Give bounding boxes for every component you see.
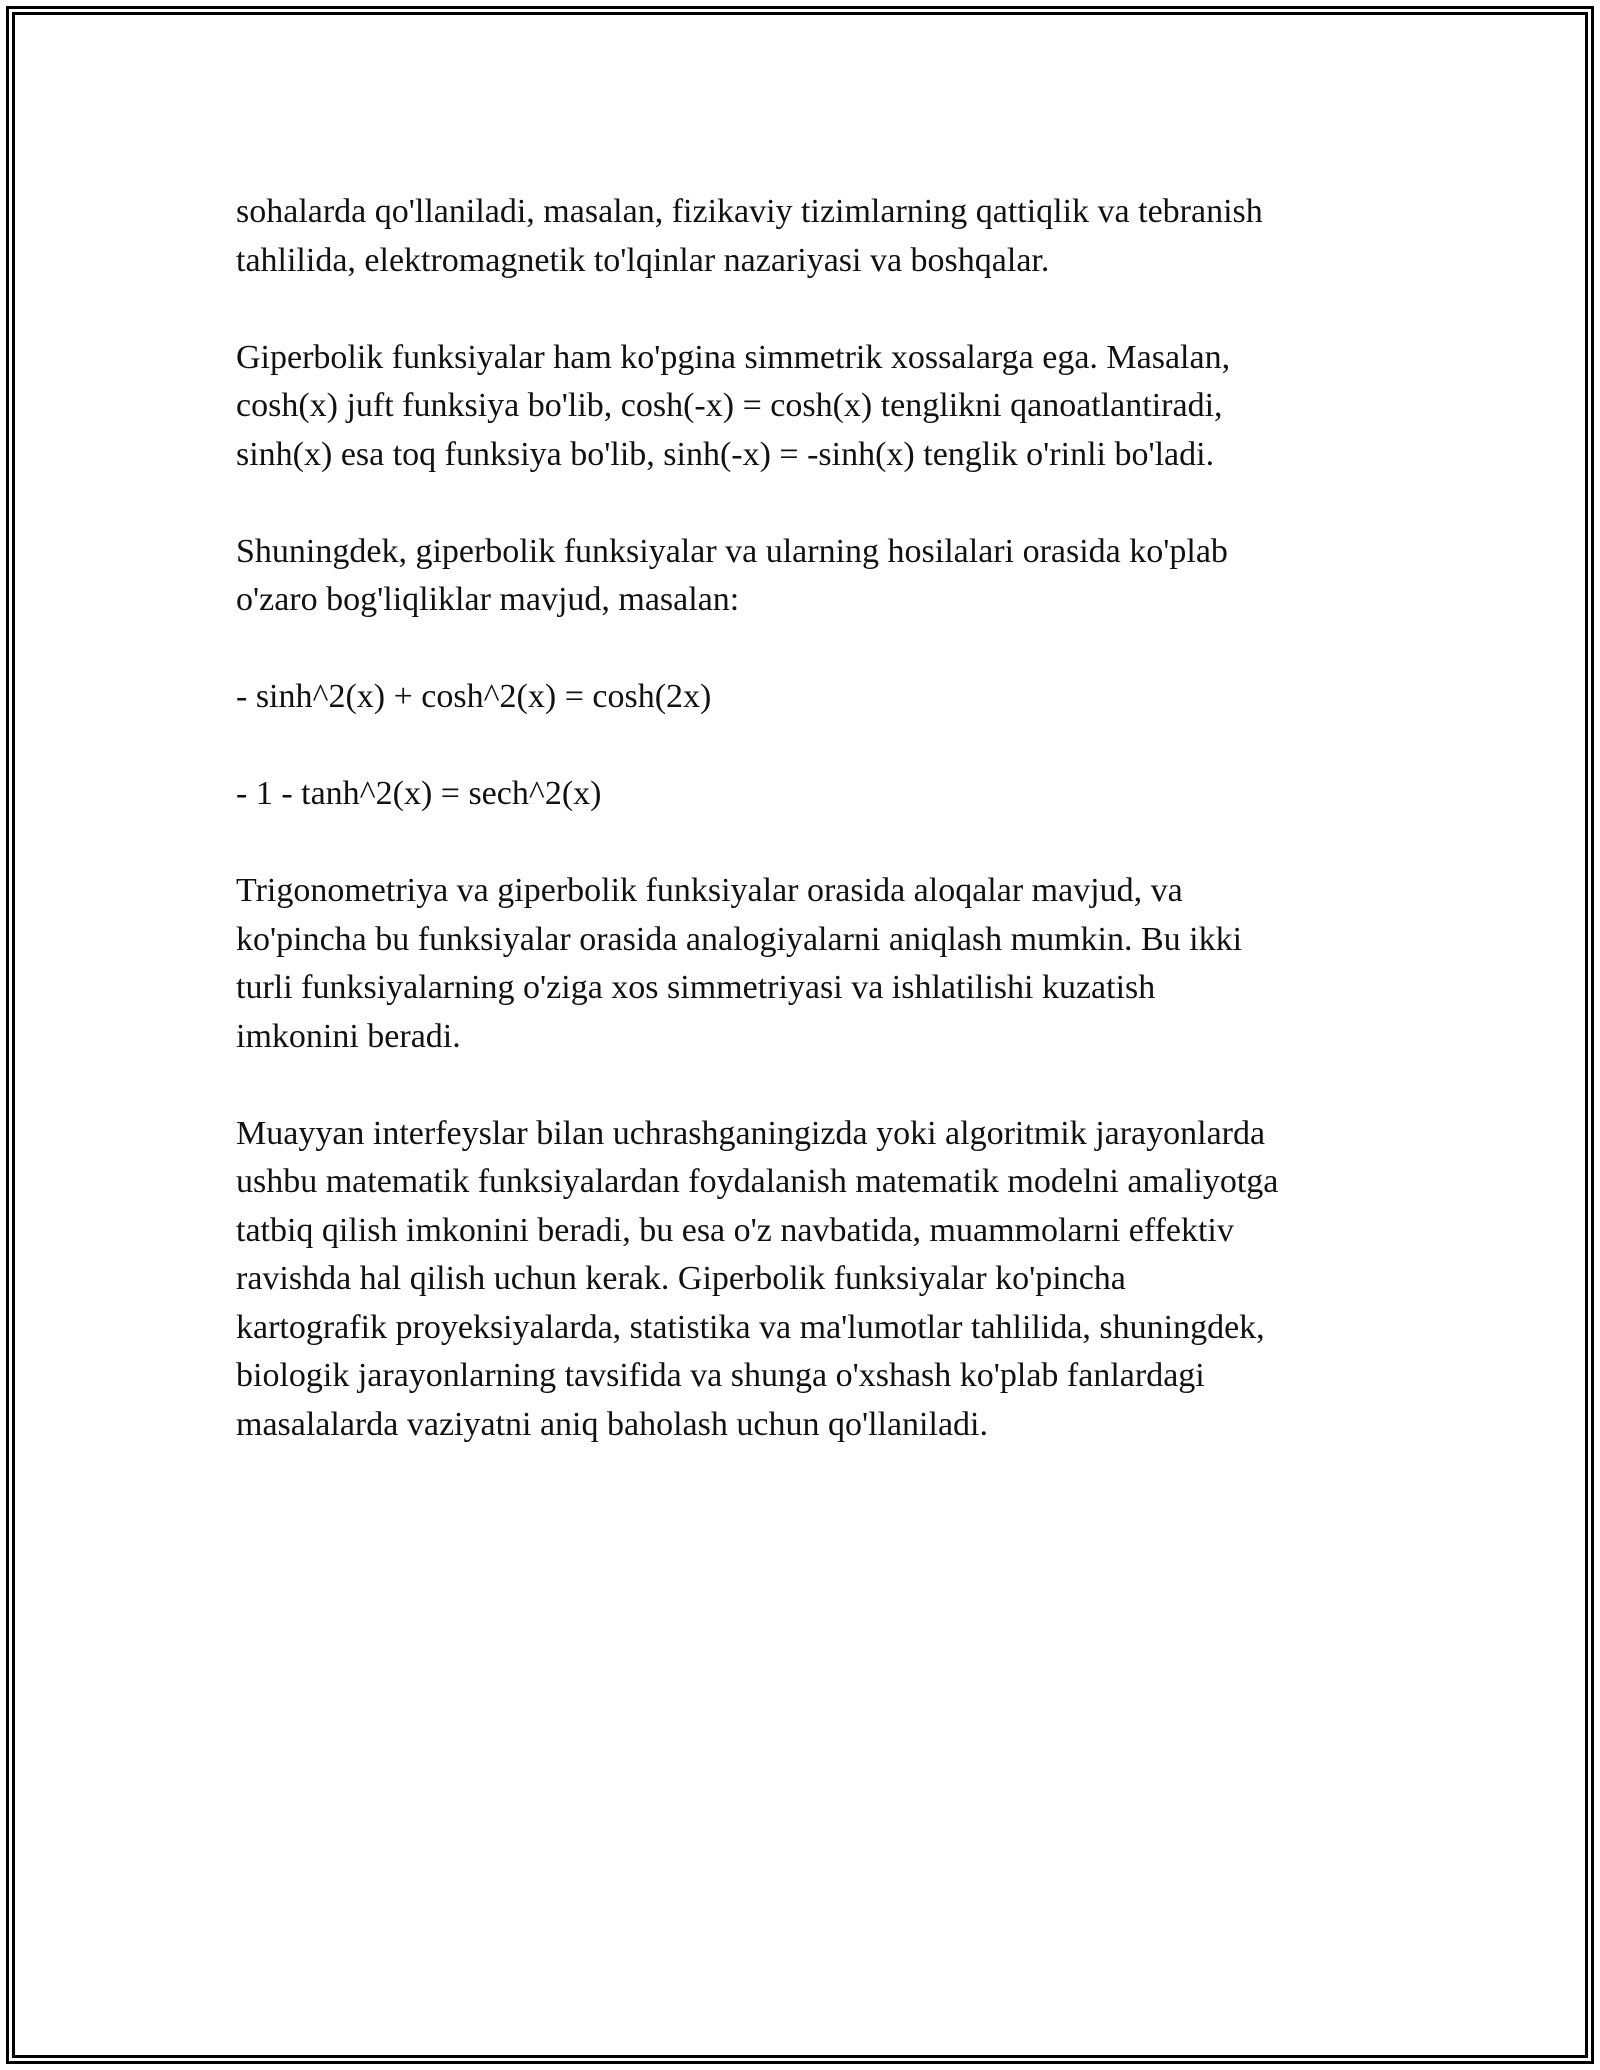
paragraph-trigonometry: Trigonometriya va giperbolik funksiyalar orasida aloqalar mavjud, va ko'pincha bu funksiyalar orasida analogiyalarni aniqlash mumkin. Bu ikki turli funksiyalarning o'ziga xos simmetriyasi va ishlatilishi kuzatish imkonini beradi.: [236, 872, 1243, 1055]
paragraph-usage: Muayyan interfeyslar bilan uchrashganingizda yoki algoritmik jarayonlarda ushbu matematik funksiyalardan foydalanish matematik modelni amaliyotga tatbiq qilish imkonini beradi, bu esa o'z navbatida, muammolarni effektiv ravishda hal qilish uchun kerak. Giperbolik funksiyalar ko'pincha kartografik proyeksiyalarda, statistika va ma'lumotlar tahlilida, shuningdek, biologik jarayonlarning tavsifida va shunga o'xshash ko'plab fanlardagi masalalarda vaziyatni aniq baholash uchun qo'llaniladi.: [236, 1114, 1279, 1443]
paragraph-applications: sohalarda qo'llaniladi, masalan, fizikaviy tizimlarning qattiqlik va tebranish tahlilida, elektromagnetik to'lqinlar nazariyasi va boshqalar.: [236, 193, 1263, 279]
formula-identity-2: - 1 - tanh^2(x) = sech^2(x): [236, 775, 602, 812]
paragraph-symmetry: Giperbolik funksiyalar ham ko'pgina simmetrik xossalarga ega. Masalan, cosh(x) juft funksiya bo'lib, cosh(-x) = cosh(x) tenglikni qanoatlantiradi, sinh(x) esa toq funksiya bo'lib, sinh(-x) = -sinh(x) tenglik o'rinli bo'ladi.: [236, 338, 1231, 473]
formula-identity-1: - sinh^2(x) + cosh^2(x) = cosh(2x): [236, 678, 712, 715]
document-body: [236, 188, 1366, 1498]
paragraph-relations-intro: Shuningdek, giperbolik funksiyalar va ularning hosilalari orasida ko'plab o'zaro bog'liqliklar mavjud, masalan:: [236, 532, 1228, 618]
